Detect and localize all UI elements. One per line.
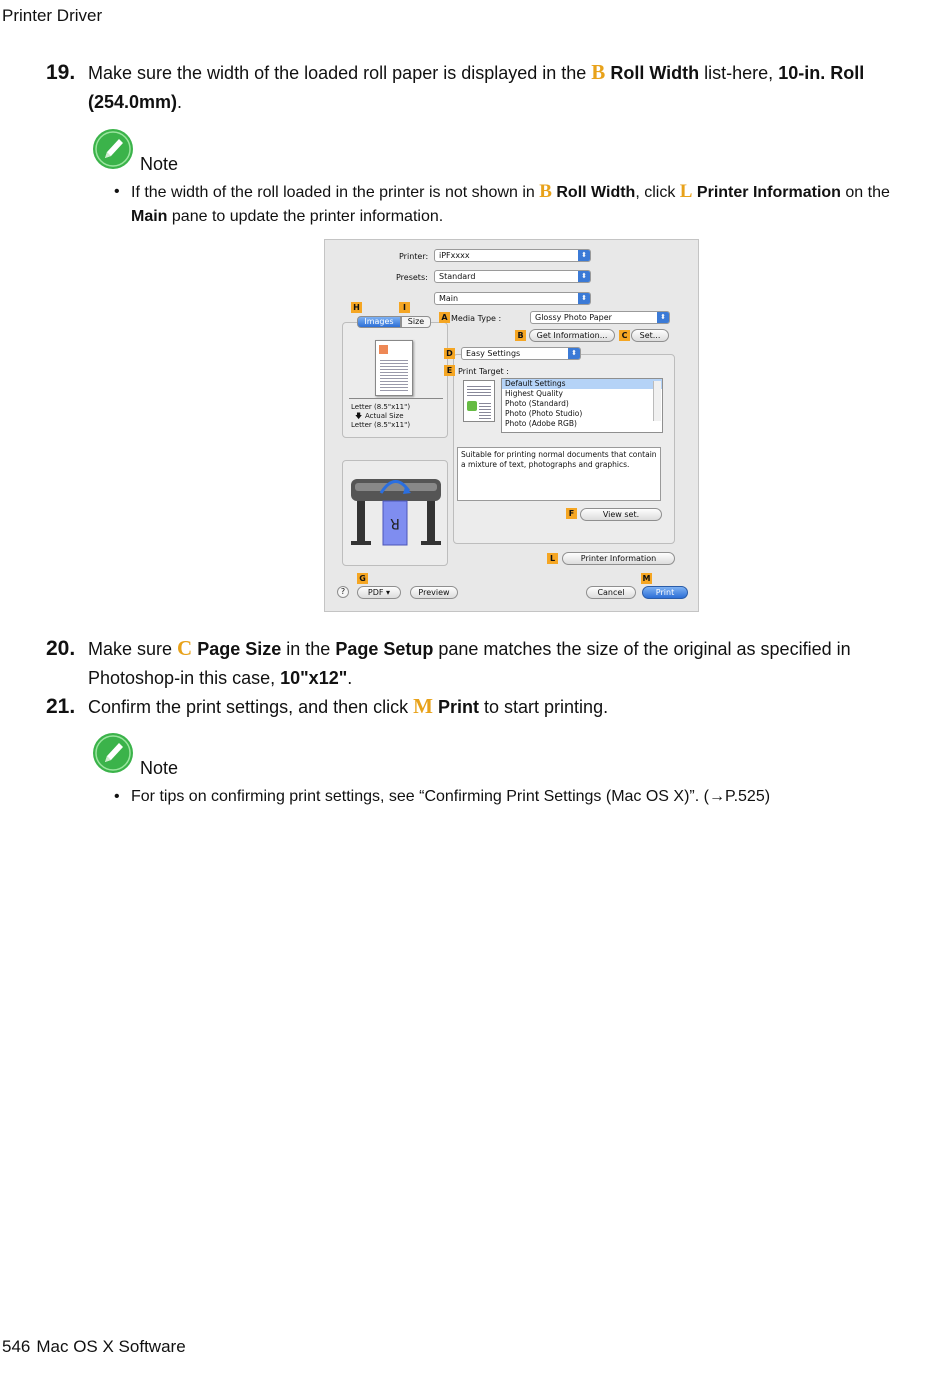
key-letter-c: C xyxy=(177,636,193,660)
preview-output-size: Letter (8.5"x11") xyxy=(351,421,411,429)
tag-b: B xyxy=(515,330,526,341)
get-information-button[interactable]: Get Information... xyxy=(529,329,615,342)
preview-arrow-icon: 🡇 xyxy=(355,412,363,420)
preview-button[interactable]: Preview xyxy=(410,586,458,599)
tag-m: M xyxy=(642,574,651,583)
note-pencil-icon xyxy=(92,732,134,774)
step-text: Make sure the width of the loaded roll paper is displayed in the B Roll Width list-here, 10-in. Roll (254.0mm). xyxy=(88,60,865,112)
popup-arrow-icon: ⬍ xyxy=(578,293,590,304)
print-target-label: Print Target : xyxy=(458,367,509,376)
cancel-button[interactable]: Cancel xyxy=(586,586,636,599)
note-1-bullet: • If the width of the roll loaded in the printer is not shown in B Roll Width, click L Printer Information on the Main pane to update the printer information. xyxy=(114,181,890,225)
pane-popup[interactable]: Main ⬍ xyxy=(434,292,591,305)
set-button[interactable]: Set... xyxy=(631,329,669,342)
list-item[interactable]: Highest Quality xyxy=(505,389,563,398)
svg-text:R: R xyxy=(390,515,400,531)
key-letter-l: L xyxy=(679,181,693,202)
printer-label: Printer: xyxy=(399,252,429,261)
tag-f: F xyxy=(566,508,577,519)
step-number: 19. xyxy=(46,61,76,84)
help-button[interactable]: ? xyxy=(337,586,349,598)
print-target-list[interactable] xyxy=(501,378,663,433)
running-header: Printer Driver xyxy=(2,6,103,25)
key-letter-m: M xyxy=(413,694,433,718)
step-text: Confirm the print settings, and then click M Print to start printing. xyxy=(88,694,609,718)
printer-information-button[interactable]: Printer Information xyxy=(562,552,675,565)
popup-arrow-icon: ⬍ xyxy=(578,271,590,282)
easy-settings-popup[interactable]: Easy Settings ⬍ xyxy=(461,347,581,360)
preview-scaling: Actual Size xyxy=(365,412,404,420)
list-item[interactable]: Photo (Standard) xyxy=(505,399,569,408)
popup-arrow-icon: ⬍ xyxy=(657,312,669,323)
step-number: 21. xyxy=(46,695,76,718)
printer-illustration-panel xyxy=(342,460,448,566)
step-number: 20. xyxy=(46,637,76,660)
note-label: Note xyxy=(140,758,179,778)
page-thumbnail xyxy=(375,340,413,396)
tag-d: D xyxy=(444,348,455,359)
tag-i: I xyxy=(399,302,410,313)
tag-l: L xyxy=(547,553,558,564)
step-20 xyxy=(46,634,906,693)
media-type-label: Media Type : xyxy=(451,314,502,323)
tag-a: A xyxy=(439,312,450,323)
tag-h: H xyxy=(351,302,362,313)
presets-popup[interactable]: Standard ⬍ xyxy=(434,270,591,283)
list-item[interactable]: Default Settings xyxy=(502,379,662,389)
section-title: Mac OS X Software xyxy=(36,1337,186,1356)
list-scrollbar[interactable] xyxy=(653,381,661,421)
presets-label: Presets: xyxy=(396,273,428,282)
description-box: Suitable for printing normal documents that contain a mixture of text, photographs and graphics. xyxy=(457,447,661,501)
tab-size[interactable]: Size xyxy=(401,316,431,328)
key-letter-b: B xyxy=(591,60,606,84)
list-item[interactable]: Photo (Adobe RGB) xyxy=(505,419,577,428)
tag-e: E xyxy=(444,365,455,376)
print-button[interactable]: Print xyxy=(642,586,688,599)
step-21 xyxy=(46,692,906,722)
page-number: 546 xyxy=(2,1337,31,1356)
large-format-printer-icon xyxy=(343,461,447,565)
popup-arrow-icon: ⬍ xyxy=(568,348,580,359)
tag-g: G xyxy=(357,573,368,584)
note-label: Note xyxy=(140,154,179,174)
note-2-bullet: • For tips on confirming print settings, see “Confirming Print Settings (Mac OS X)”. (→P.525) xyxy=(114,785,914,809)
note-pencil-icon xyxy=(92,128,134,170)
preview-paper-size: Letter (8.5"x11") xyxy=(351,403,411,411)
popup-arrow-icon: ⬍ xyxy=(578,250,590,261)
cross-reference-link[interactable]: For tips on confirming print settings, see “Confirming Print Settings (Mac OS X)”. (→P.525) xyxy=(131,788,771,805)
printer-popup[interactable]: iPFxxxx ⬍ xyxy=(434,249,591,262)
print-target-thumbnail xyxy=(463,380,495,422)
key-letter-b: B xyxy=(539,181,552,202)
running-footer xyxy=(2,1337,186,1357)
list-item[interactable]: Photo (Photo Studio) xyxy=(505,409,583,418)
media-type-popup[interactable]: Glossy Photo Paper ⬍ xyxy=(530,311,670,324)
tab-images[interactable]: Images xyxy=(357,316,401,328)
tag-c: C xyxy=(619,330,630,341)
pdf-button[interactable]: PDF ▾ xyxy=(357,586,401,599)
print-dialog xyxy=(324,239,699,612)
step-19 xyxy=(46,58,906,117)
view-set-button[interactable]: View set. xyxy=(580,508,662,521)
step-text: Make sure C Page Size in the Page Setup pane matches the size of the original as specified in Photoshop-in this case, 10"x12". xyxy=(88,636,851,688)
